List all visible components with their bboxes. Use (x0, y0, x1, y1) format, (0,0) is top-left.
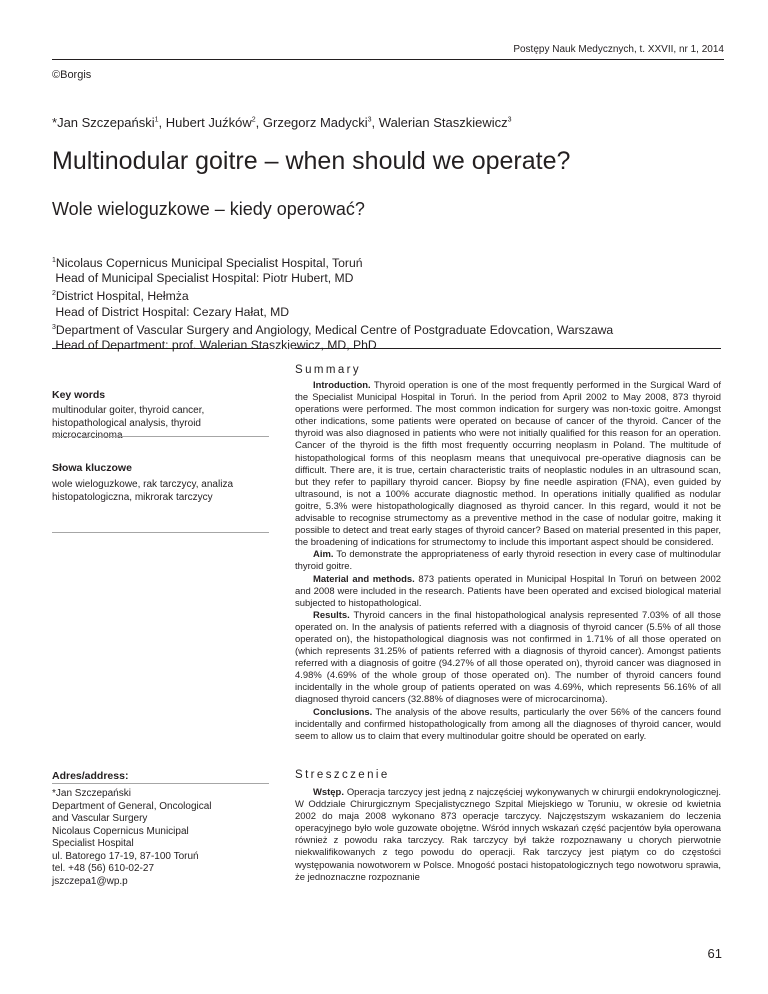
article-title: Multinodular goitre – when should we operate? (52, 147, 571, 175)
summary-paragraph: Material and methods. 873 patients operated in Municipal Hospital In Toruń on between 2002 and 2008 were included in the research. Patients have been operated and excised biological material subjected to histopathological. (295, 573, 722, 609)
author-list: *Jan Szczepański$^1$, Hubert Juźków$^2$, Grzegorz Madycki$^3$, Walerian Staszkiewicz$^3$ (52, 115, 512, 130)
affiliation-line: $^1$Nicolaus Copernicus Municipal Specialist Hospital, Toruń (52, 256, 363, 271)
author-name: Hubert Juźków (165, 115, 252, 130)
summary-body (295, 380, 721, 743)
keywords-divider (52, 436, 269, 437)
address-line: Specialist Hospital (52, 838, 134, 849)
affiliation-head: Head of Municipal Specialist Hospital: Piotr Hubert, MD (55, 271, 354, 286)
address-line: *Jan Szczepański (52, 788, 131, 799)
author-affil: 3 (367, 116, 372, 124)
address-line: ul. Batorego 17-19, 87-100 Toruń (52, 850, 199, 862)
address-line: Department of General, Oncological (52, 800, 212, 812)
email-link[interactable]: jszczepa1@wp.p (52, 875, 128, 887)
summary-paragraph: Results. Thyroid cancers in the final histopathological analysis represented 7.03% of all those operated on. In the analysis of patients referred with a diagnosis of thyroid cancer (5.5% of all those operated on), the histopathological diagnosis was not confirmed in 1.71% of all those operated on (which represents 31.25% of patients referred with a diagnosis of thyroid cancer). Amongst patients referred with a diagnosis of goitre (94.27% of all those operated on), thyroid cancer was diagnosed in 4.98% (4.69% of the whole group of those operated on). The number of thyroid cancers found incidentally in the whole group of patients operated on was 4.69%, which represents 56.16% of all diagnosed thyroid cancers (32.88% of diagnoses were of microcarcinoma). (295, 609, 721, 706)
right-column-rule (295, 348, 721, 349)
streszczenie-paragraph: Wstęp. Operacja tarczycy jest jedną z najczęściej wykonywanych w chirurgii endokrynologicznej. W Oddziale Chirurgicznym Specjalistycznego Szpital Miejskiego w Toruniu, w okresie od kwietnia 2002 do maja 2008 wykonano 873 operacje tarczycy. Najczęstszym wskazaniem do leczenia operacyjnego było wole guzowate obojętne. Wśród innych wskazań część pacjentów była operowana również z powodu raka tarczycy. Rak tarczycy był także rozpoznawany u chorych pierwotnie niekwalifikowanych z tego powodu do operacji. Rak tarczycy jest piątym co do częstości występowania nowotworem w Polsce. Mnogość postaci histopatologicznych tego nowotworu sprawia, że jednoznaczne rozpoznanie (295, 787, 721, 883)
address-block (52, 788, 267, 888)
affiliation-head: Head of District Hospital: Cezary Hałat, MD (55, 304, 290, 319)
slowa-kluczowe-heading: Słowa kluczowe (52, 462, 132, 474)
author-affil: 2 (251, 116, 256, 124)
address-line: and Vascular Surgery (52, 813, 148, 824)
affiliations (52, 253, 613, 353)
summary-paragraph: Aim. To demonstrate the appropriateness of early thyroid resection in every case of multinodular thyroid goitre. (295, 549, 721, 573)
slowa-kluczowe-divider (52, 532, 269, 533)
author-affil: 1 (154, 116, 159, 124)
publisher: ©Borgis (52, 69, 92, 81)
streszczenie-heading: Streszczenie (295, 769, 390, 781)
author-affil: 3 (507, 116, 512, 124)
slowa-kluczowe-text: wole wieloguzkowe, rak tarczycy, analiza histopatologiczna, mikrorak tarczycy (52, 479, 234, 503)
author-name: Walerian Staszkiewicz (378, 115, 508, 130)
page-number: 61 (707, 946, 722, 961)
affiliation-line: $^2$District Hospital, Hełmża (52, 289, 189, 304)
left-column-rule (52, 348, 269, 349)
author-name: Jan Szczepański (57, 115, 155, 130)
address-divider (52, 783, 269, 784)
streszczenie-body (295, 787, 721, 884)
address-line: tel. +48 (56) 610-02-27 (52, 863, 155, 874)
header-rule (52, 59, 724, 60)
address-heading: Adres/address: (52, 770, 129, 782)
address-line: Nicolaus Copernicus Municipal (52, 825, 189, 837)
corresponding-mark: * (52, 115, 58, 130)
keywords-heading: Key words (52, 389, 106, 401)
summary-paragraph: Introduction. Thyroid operation is one of the most frequently performed in the Surgical Ward of the Specialist Municipal Hospital in Toruń. In the period from April 2002 to May 2008, 873 thyroid operations were performed. The most common indication for surgery was non-toxic goitre. Amongst other indications, some patients were operated on because of cancer of the thyroid. Cancer of the thyroid was also diagnosed in patients who were not initially qualified for this reason for an operation. Cancer of the thyroid is the fifth most frequently occurring neoplasm in Poland. The multitude of histopathological forms of this neoplasm means that unequivocal pre-operative diagnosis can be difficult. There are, it is true, certain characteristic traits of neoplastic nodules in an ultrasound scan, but they refer to papillary thyroid cancer. Biopsy by fine needle aspiration (FNA), even guided by ultrasound, is not a 100% accurate diagnostic method. In operations initially qualified as nodular goitre, 5.3% were histopathologically diagnosed as thyroid cancer. In this regard, would it not be advisable to recognise strumectomy as a preventive method in the case of nodular goitre, making it possible to detect and treat early stages of thyroid cancer? Based on material presented in this paper, the broadening of indications for strumectomy to include this important aspect should be considered. (295, 380, 721, 549)
article-subtitle: Wole wieloguzkowe – kiedy operować? (52, 199, 365, 219)
keywords-text: multinodular goiter, thyroid cancer, histopathological analysis, thyroid microcarcinoma (52, 405, 205, 441)
journal-header: Postępy Nauk Medycznych, t. XXVII, nr 1, 2014 (513, 44, 724, 55)
summary-heading: Summary (295, 364, 362, 376)
affiliation-line: $^3$Department of Vascular Surgery and Angiology, Medical Centre of Postgraduate Edovcation, Warszawa (52, 323, 614, 337)
summary-paragraph: Conclusions. The analysis of the above results, particularly the over 56% of the cancers found incidentally and confirmed histopathologically from among all the diagnoses of thyroid cancer, would seem to allow us to claim that every multinodular goitre should be operated on early. (295, 706, 721, 742)
affiliation-head: Head of Department: prof. Walerian Staszkiewicz, MD, PhD (55, 338, 377, 353)
author-name: Grzegorz Madycki (262, 115, 368, 130)
